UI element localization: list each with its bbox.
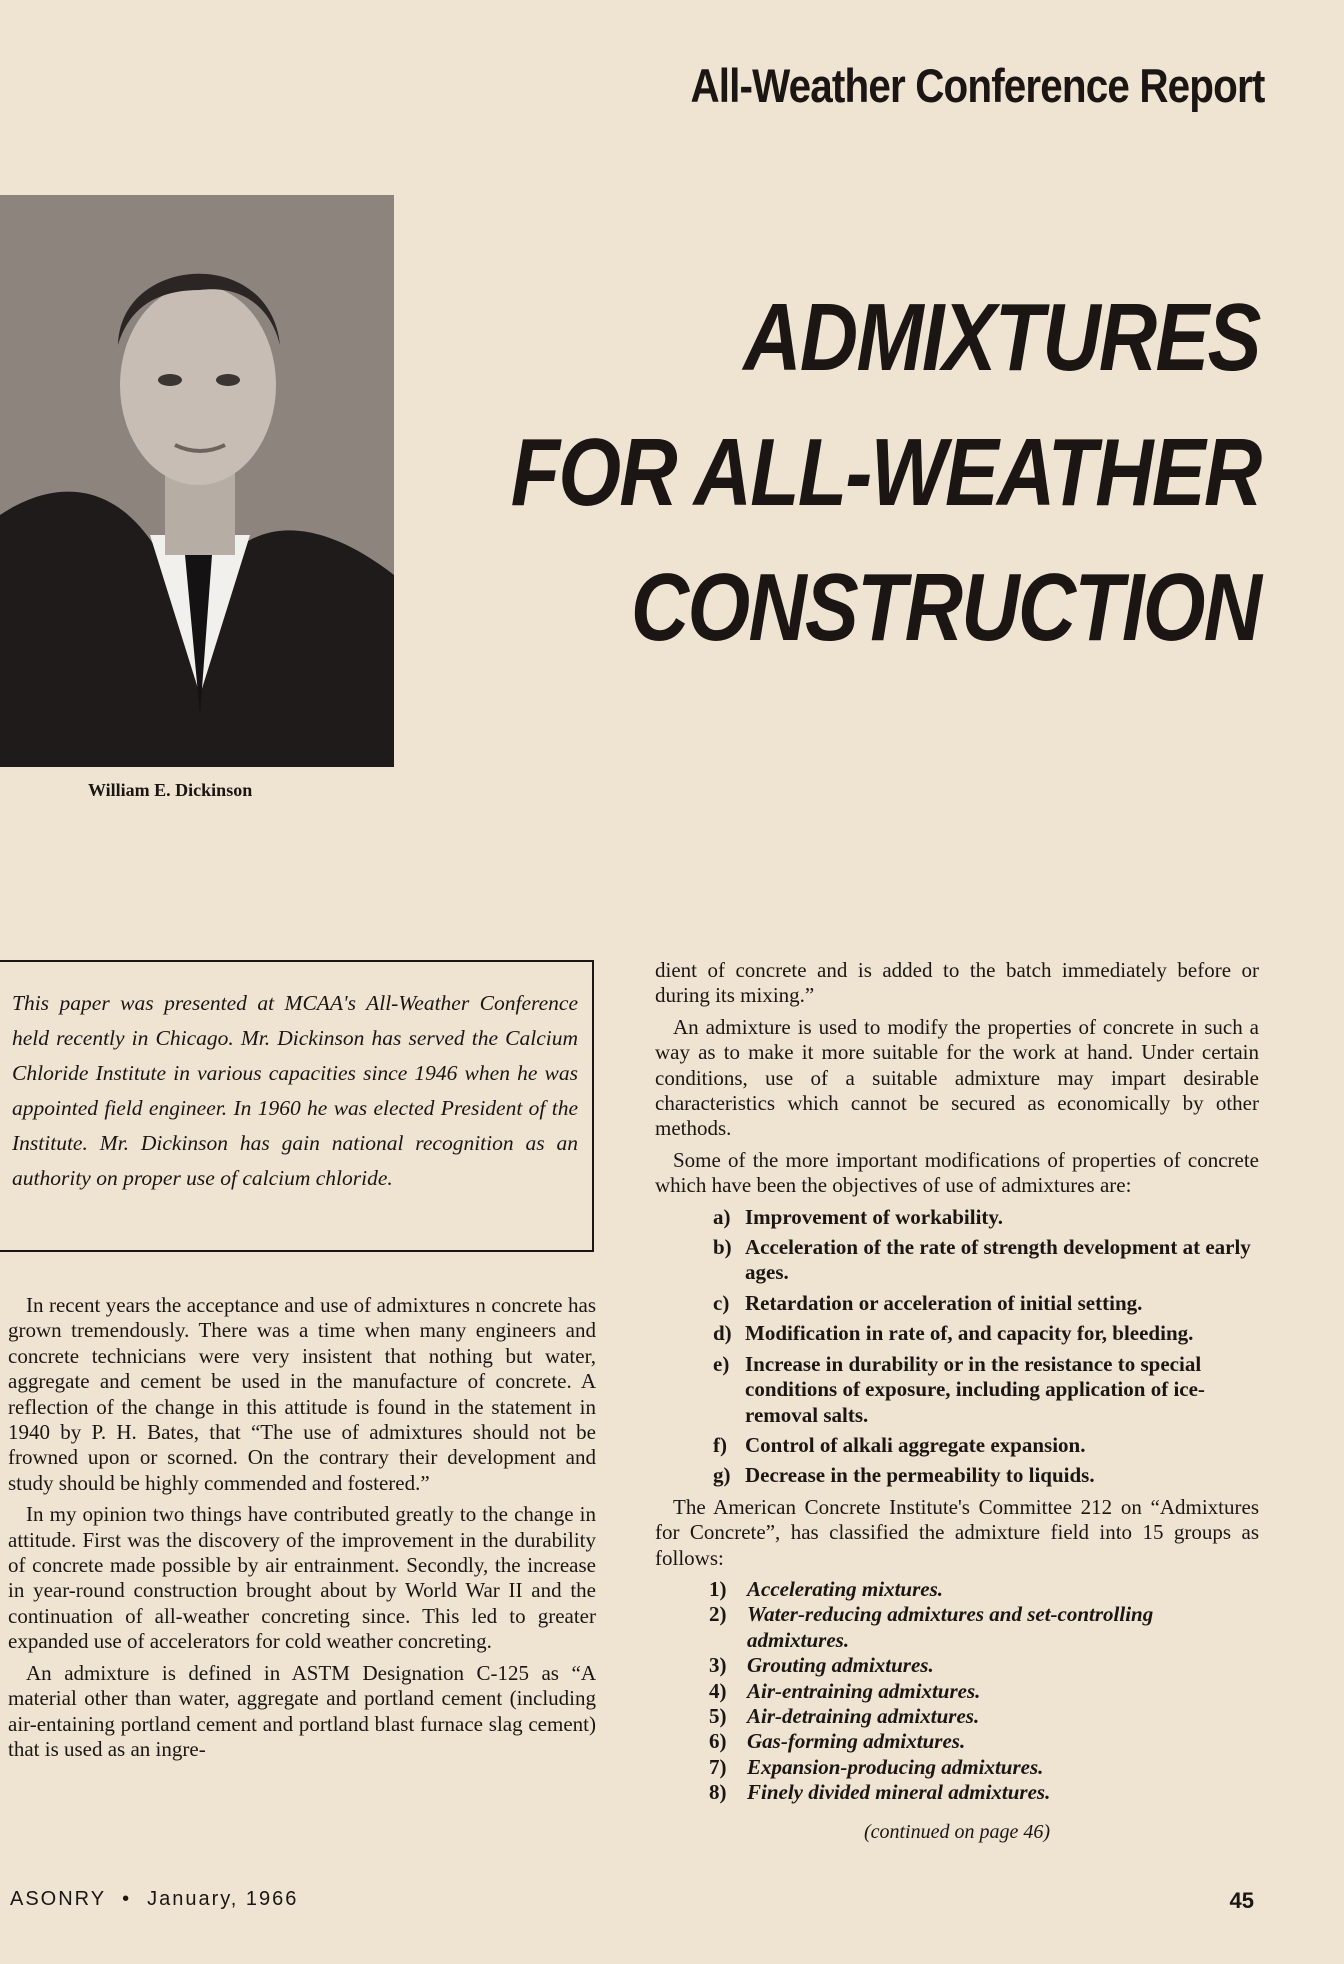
list-text: Accelerating mixtures.	[747, 1576, 943, 1601]
list-marker: 3)	[709, 1653, 727, 1678]
list-text: Finely divided mineral admixtures.	[747, 1780, 1051, 1805]
author-photo	[0, 195, 394, 767]
benefits-list	[713, 1205, 1259, 1489]
continued-note: (continued on page 46)	[863, 1820, 1051, 1843]
list-item	[713, 1463, 1259, 1488]
left-column	[8, 1293, 596, 1768]
list-marker: 1)	[709, 1576, 727, 1601]
article-title-line-3: CONSTRUCTION	[630, 554, 1260, 661]
list-text: Decrease in the permeability to liquids.	[745, 1463, 1095, 1488]
list-item	[713, 1321, 1259, 1346]
list-marker: 5)	[709, 1703, 727, 1728]
author-portrait-image	[0, 195, 394, 767]
list-text: Air-entraining admixtures.	[747, 1678, 981, 1703]
list-text: Expansion-producing admixtures.	[747, 1754, 1044, 1779]
list-item	[709, 1780, 1259, 1805]
body-paragraph: An admixture is used to modify the properties of concrete in such a way as to make it more suitable for the work at hand. Under certain conditions, use of a suitable admixture may impart desirable characteristics which cannot be secured as economically by other methods.	[655, 1014, 1259, 1141]
list-item	[713, 1352, 1259, 1428]
body-paragraph: An admixture is defined in ASTM Designation C-125 as “A material other than water, aggregate and portland cement (including air-entaining portland cement and portland blast furnace slag cement) that is used as an ingre-	[8, 1660, 596, 1761]
list-item	[709, 1602, 1259, 1653]
list-marker: c)	[713, 1290, 730, 1315]
body-paragraph: Some of the more important modifications of properties of concrete which have been the objectives of use of admixtures are:	[655, 1147, 1259, 1198]
list-item	[713, 1235, 1259, 1286]
list-text: Grouting admixtures.	[747, 1653, 934, 1678]
list-text: Water-reducing admixtures and set-controlling admixtures.	[747, 1602, 1154, 1652]
list-marker: 7)	[709, 1754, 727, 1779]
list-item	[713, 1291, 1259, 1316]
list-marker: 6)	[709, 1729, 727, 1754]
admixture-groups-list	[709, 1577, 1259, 1806]
list-marker: b)	[713, 1235, 732, 1260]
list-item	[709, 1653, 1259, 1678]
list-item	[713, 1205, 1259, 1230]
footer-magazine: ASONRY	[10, 1888, 107, 1910]
list-text: Retardation or acceleration of initial setting.	[745, 1290, 1143, 1315]
body-paragraph: In my opinion two things have contributed greatly to the change in attitude. First was the discovery of the improvement in the durability of concrete made possible by air entrainment. Secondly, the increase in year-round construction brought about by World War II and the continuation of all-weather concreting since. This led to greater expanded use of accelerators for cold weather concreting.	[8, 1502, 596, 1654]
section-header: All-Weather Conference Report	[690, 59, 1264, 112]
list-marker: 4)	[709, 1678, 727, 1703]
continued-text: dient of concrete and is added to the batch immediately before or during its mixing.”	[655, 958, 1259, 1008]
footer-date: January, 1966	[147, 1888, 299, 1910]
list-marker: 2)	[709, 1602, 727, 1627]
body-paragraph: In recent years the acceptance and use of admixtures n concrete has grown tremendously. There was a time when many engineers and concrete technicians were very insistent that nothing but water, aggregate and cement be used in the manufacture of concrete. A reflection of the change in this attitude is found in the statement in 1940 by P. H. Bates, that “The use of admixtures should not be frowned upon or scorned. On the contrary their development and study should be highly commended and fostered.”	[8, 1293, 596, 1495]
list-text: Increase in durability or in the resistance to special conditions of exposure, including application of ice-removal salts.	[745, 1351, 1205, 1427]
list-marker: e)	[713, 1351, 730, 1376]
list-marker: f)	[713, 1432, 727, 1457]
list-item	[709, 1729, 1259, 1754]
list-marker: g)	[713, 1463, 731, 1488]
body-paragraph: The American Concrete Institute's Committee 212 on “Admixtures for Concrete”, has classified the admixture field into 15 groups as follows:	[655, 1494, 1259, 1570]
page-number: 45	[1229, 1888, 1254, 1913]
intro-box: This paper was presented at MCAA's All-Weather Conference held recently in Chicago. Mr. Dickinson has served the Calcium Chloride Institute in various capacities since 1946 when he was appointed field engineer. In 1960 he was elected President of the Institute. Mr. Dickinson has gain national recognition as an authority on proper use of calcium chloride.	[0, 960, 594, 1252]
list-item	[713, 1433, 1259, 1458]
list-text: Gas-forming admixtures.	[747, 1729, 966, 1754]
list-marker: 8)	[709, 1780, 727, 1805]
list-marker: a)	[713, 1204, 731, 1229]
list-marker: d)	[713, 1321, 732, 1346]
right-column	[655, 958, 1259, 1845]
article-title-line-1: ADMIXTURES	[743, 284, 1260, 391]
list-text: Modification in rate of, and capacity for, bleeding.	[745, 1321, 1194, 1346]
list-text: Acceleration of the rate of strength development at early ages.	[745, 1235, 1251, 1285]
list-item	[709, 1755, 1259, 1780]
photo-caption: William E. Dickinson	[88, 780, 253, 800]
list-item	[709, 1577, 1259, 1602]
list-item	[709, 1704, 1259, 1729]
footer-publication	[10, 1888, 298, 1911]
footer-separator: •	[122, 1888, 132, 1910]
list-text: Control of alkali aggregate expansion.	[745, 1432, 1086, 1457]
list-text: Air-detraining admixtures.	[747, 1703, 980, 1728]
list-item	[709, 1679, 1259, 1704]
list-text: Improvement of workability.	[745, 1204, 1004, 1229]
article-title-line-2: FOR ALL-WEATHER	[510, 419, 1260, 526]
